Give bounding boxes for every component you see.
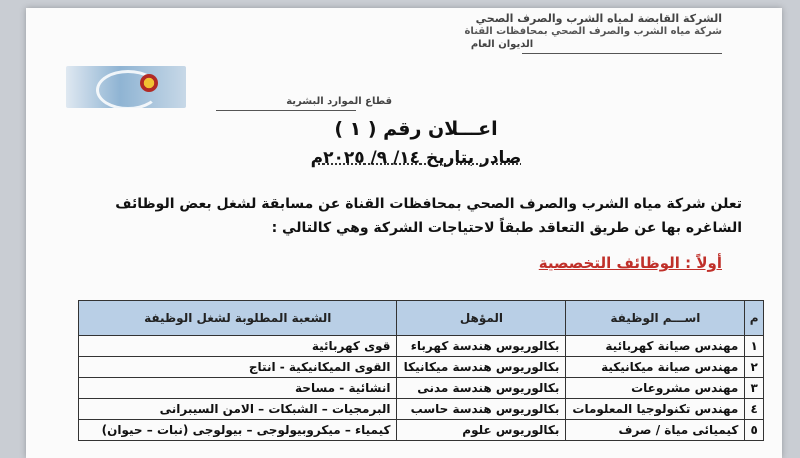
- row-job: كيميائى مياة / صرف: [566, 420, 745, 441]
- header-qualification: المؤهل: [397, 301, 566, 336]
- company-name-holding: الشركة القابضة لمياه الشرب والصرف الصحي: [475, 12, 722, 25]
- row-branch: قوى كهربائية: [79, 336, 397, 357]
- department-label: قطاع الموارد البشرية: [286, 96, 392, 107]
- department-divider: [216, 110, 356, 111]
- row-qualification: بكالوريوس علوم: [397, 420, 566, 441]
- row-branch: انشائية - مساحة: [79, 378, 397, 399]
- document-page: [26, 8, 782, 458]
- company-logo-icon: [66, 66, 186, 108]
- row-qualification: بكالوريوس هندسة ميكانيكا: [397, 357, 566, 378]
- header-divider: [522, 53, 722, 54]
- table-row: [79, 399, 764, 420]
- announcement-title: اعـــلان رقم ( ١ ): [334, 118, 498, 140]
- table-row: [79, 357, 764, 378]
- row-qualification: بكالوريوس هندسة مدنى: [397, 378, 566, 399]
- row-branch: القوى الميكانيكية - انتاج: [79, 357, 397, 378]
- row-job: مهندس تكنولوجيا المعلومات: [566, 399, 745, 420]
- row-num: ٢: [745, 357, 764, 378]
- header-num: م: [745, 301, 764, 336]
- logo-emblem: [140, 74, 158, 92]
- row-num: ٤: [745, 399, 764, 420]
- row-num: ٥: [745, 420, 764, 441]
- company-header: [392, 12, 722, 54]
- table-row: [79, 336, 764, 357]
- row-num: ١: [745, 336, 764, 357]
- header-job: اســـم الوظيفة: [566, 301, 745, 336]
- head-office-label: الديوان العام: [470, 39, 534, 50]
- table-row: [79, 378, 764, 399]
- table-row: [79, 420, 764, 441]
- table-header-row: [79, 301, 764, 336]
- row-branch: البرمجيات – الشبكات – الامن السيبرانى: [79, 399, 397, 420]
- row-job: مهندس صيانة ميكانيكية: [566, 357, 745, 378]
- row-num: ٣: [745, 378, 764, 399]
- row-qualification: بكالوريوس هندسة كهرباء: [397, 336, 566, 357]
- row-qualification: بكالوريوس هندسة حاسب: [397, 399, 566, 420]
- row-branch: كيمياء – ميكروبيولوجى – بيولوجى (نبات – حيوان): [79, 420, 397, 441]
- header-branch: الشعبة المطلوبة لشغل الوظيفة: [79, 301, 397, 336]
- company-name-subsidiary: شركة مياه الشرب والصرف الصحي بمحافظات القناة: [464, 26, 722, 37]
- row-job: مهندس صيانة كهربائية: [566, 336, 745, 357]
- row-job: مهندس مشروعات: [566, 378, 745, 399]
- jobs-table: [78, 300, 764, 441]
- issue-date: صادر بتاريخ ١٤/ ٩/ ٢٠٢٥م: [310, 148, 522, 168]
- section-title: أولاً : الوظائف التخصصية: [538, 254, 722, 272]
- intro-paragraph: تعلن شركة مياه الشرب والصرف الصحي بمحافظات القناة عن مسابقة لشغل بعض الوظائف الشاغره بها عن طريق التعاقد طبقاً لاحتياجات الشركة وهي كالتالي :: [115, 196, 742, 236]
